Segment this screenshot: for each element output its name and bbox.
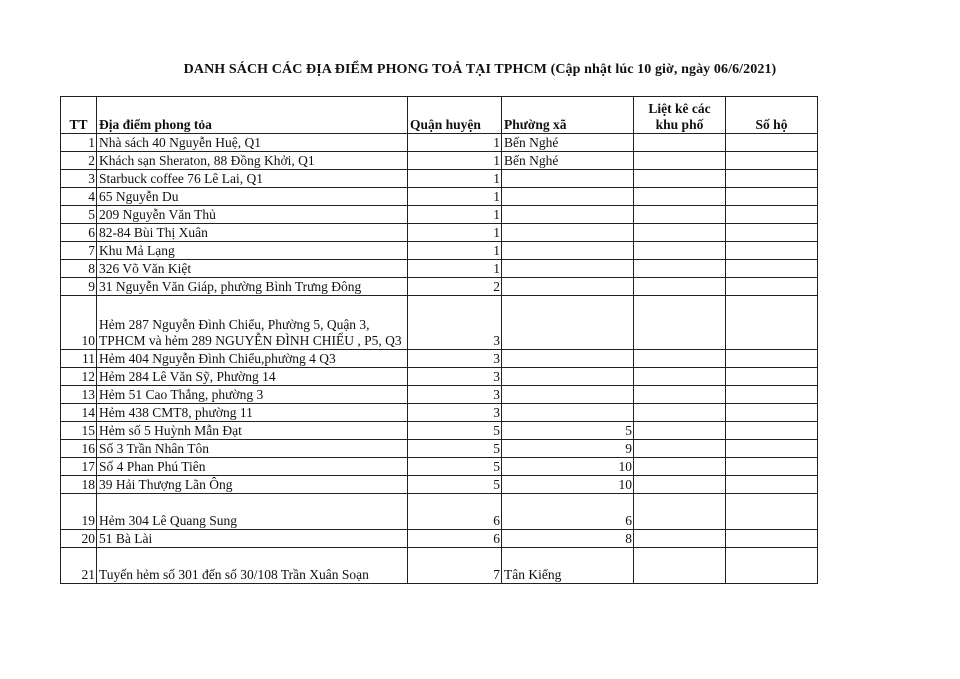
row-households [726,170,818,188]
table-row [61,548,818,584]
row-ward: 5 [502,422,634,440]
row-location: Hẻm 404 Nguyễn Đình Chiểu,phường 4 Q3 [97,350,408,368]
row-neighborhoods [634,296,726,350]
table-header-row [61,97,818,134]
row-district: 3 [408,386,502,404]
row-neighborhoods [634,242,726,260]
row-ward [502,224,634,242]
table-row [61,494,818,530]
table-row [61,350,818,368]
row-ward [502,260,634,278]
row-ward [502,242,634,260]
row-location: 82-84 Bùi Thị Xuân [97,224,408,242]
table-row [61,134,818,152]
row-ward [502,368,634,386]
row-district: 3 [408,296,502,350]
row-district: 1 [408,188,502,206]
row-households [726,494,818,530]
row-neighborhoods [634,494,726,530]
row-location: Tuyến hẻm số 301 đến số 30/108 Trần Xuân Soạn [97,548,408,584]
row-neighborhoods [634,170,726,188]
row-location: Hẻm 287 Nguyễn Đình Chiểu, Phường 5, Quận 3, TPHCM và hẻm 289 NGUYỄN ĐÌNH CHIỂU , P5, Q3 [97,296,408,350]
row-location: Khu Mả Lạng [97,242,408,260]
table-row [61,278,818,296]
row-location: 65 Nguyễn Du [97,188,408,206]
row-neighborhoods [634,476,726,494]
row-tt: 12 [61,368,97,386]
row-district: 7 [408,548,502,584]
row-tt: 5 [61,206,97,224]
header-neighborhoods-line1: Liệt kê các [648,101,711,116]
row-households [726,350,818,368]
table-row [61,224,818,242]
row-district: 3 [408,368,502,386]
row-neighborhoods [634,206,726,224]
row-district: 3 [408,404,502,422]
row-ward [502,296,634,350]
table-row [61,242,818,260]
row-location: Hẻm 284 Lê Văn Sỹ, Phường 14 [97,368,408,386]
row-ward [502,278,634,296]
row-location: Starbuck coffee 76 Lê Lai, Q1 [97,170,408,188]
row-tt: 16 [61,440,97,458]
table-row [61,206,818,224]
row-district: 3 [408,350,502,368]
row-district: 1 [408,260,502,278]
row-tt: 21 [61,548,97,584]
row-ward [502,404,634,422]
row-neighborhoods [634,530,726,548]
row-location: 326 Võ Văn Kiệt [97,260,408,278]
table-row [61,152,818,170]
row-households [726,188,818,206]
table-row [61,368,818,386]
row-neighborhoods [634,152,726,170]
row-households [726,134,818,152]
row-households [726,386,818,404]
row-ward [502,350,634,368]
row-district: 1 [408,170,502,188]
row-tt: 17 [61,458,97,476]
table-row [61,458,818,476]
row-neighborhoods [634,404,726,422]
table-row [61,476,818,494]
row-households [726,296,818,350]
row-households [726,242,818,260]
row-district: 1 [408,242,502,260]
row-neighborhoods [634,386,726,404]
row-tt: 13 [61,386,97,404]
row-location: Hẻm 304 Lê Quang Sung [97,494,408,530]
row-district: 1 [408,134,502,152]
table-row [61,170,818,188]
row-ward: Bến Nghé [502,152,634,170]
header-households: Số hộ [726,97,818,134]
row-households [726,422,818,440]
row-district: 2 [408,278,502,296]
row-households [726,458,818,476]
row-location: Số 4 Phan Phú Tiên [97,458,408,476]
row-ward [502,170,634,188]
row-neighborhoods [634,422,726,440]
row-tt: 20 [61,530,97,548]
header-district: Quận huyện [408,97,502,134]
row-ward [502,188,634,206]
row-households [726,530,818,548]
row-households [726,152,818,170]
row-tt: 2 [61,152,97,170]
row-neighborhoods [634,440,726,458]
row-district: 5 [408,440,502,458]
lockdown-locations-table [60,96,818,584]
table-row [61,440,818,458]
row-location: Khách sạn Sheraton, 88 Đồng Khởi, Q1 [97,152,408,170]
row-ward: Bến Nghé [502,134,634,152]
row-ward: Tân Kiểng [502,548,634,584]
table-row [61,422,818,440]
row-ward: 8 [502,530,634,548]
row-neighborhoods [634,260,726,278]
row-district: 5 [408,476,502,494]
row-tt: 11 [61,350,97,368]
row-district: 1 [408,152,502,170]
row-tt: 7 [61,242,97,260]
row-location: Hẻm 51 Cao Thắng, phường 3 [97,386,408,404]
row-district: 5 [408,422,502,440]
row-neighborhoods [634,134,726,152]
header-location: Địa điểm phong tỏa [97,97,408,134]
row-tt: 18 [61,476,97,494]
row-district: 1 [408,206,502,224]
row-ward: 10 [502,476,634,494]
row-tt: 8 [61,260,97,278]
header-tt: TT [61,97,97,134]
table-row [61,188,818,206]
row-district: 6 [408,530,502,548]
row-households [726,440,818,458]
row-neighborhoods [634,188,726,206]
row-location: Nhà sách 40 Nguyễn Huệ, Q1 [97,134,408,152]
row-location: Hẻm số 5 Huỳnh Mẫn Đạt [97,422,408,440]
row-tt: 4 [61,188,97,206]
row-ward [502,386,634,404]
table-row [61,296,818,350]
row-households [726,260,818,278]
row-district: 5 [408,458,502,476]
row-location: Số 3 Trần Nhân Tôn [97,440,408,458]
table-row [61,530,818,548]
row-tt: 15 [61,422,97,440]
row-neighborhoods [634,548,726,584]
row-ward: 10 [502,458,634,476]
row-households [726,404,818,422]
row-ward: 9 [502,440,634,458]
row-neighborhoods [634,224,726,242]
row-tt: 19 [61,494,97,530]
row-households [726,206,818,224]
header-neighborhoods [634,97,726,134]
document-title: DANH SÁCH CÁC ĐỊA ĐIỂM PHONG TOẢ TẠI TPHCM (Cập nhật lúc 10 giờ, ngày 06/6/2021) [183,62,777,77]
header-ward: Phường xã [502,97,634,134]
row-neighborhoods [634,368,726,386]
row-location: Hẻm 438 CMT8, phường 11 [97,404,408,422]
row-tt: 9 [61,278,97,296]
row-tt: 14 [61,404,97,422]
table-row [61,260,818,278]
row-tt: 3 [61,170,97,188]
row-location: 51 Bà Lài [97,530,408,548]
table-body [61,134,818,584]
row-households [726,368,818,386]
row-households [726,224,818,242]
row-ward: 6 [502,494,634,530]
row-location: 39 Hải Thượng Lãn Ông [97,476,408,494]
row-district: 1 [408,224,502,242]
row-tt: 1 [61,134,97,152]
row-households [726,476,818,494]
table-row [61,386,818,404]
row-neighborhoods [634,350,726,368]
row-households [726,278,818,296]
row-ward [502,206,634,224]
row-district: 6 [408,494,502,530]
row-tt: 10 [61,296,97,350]
row-location: 209 Nguyễn Văn Thủ [97,206,408,224]
row-neighborhoods [634,278,726,296]
row-households [726,548,818,584]
row-tt: 6 [61,224,97,242]
header-neighborhoods-line2: khu phố [655,117,704,132]
table-row [61,404,818,422]
row-neighborhoods [634,458,726,476]
row-location: 31 Nguyễn Văn Giáp, phường Bình Trưng Đông [97,278,408,296]
